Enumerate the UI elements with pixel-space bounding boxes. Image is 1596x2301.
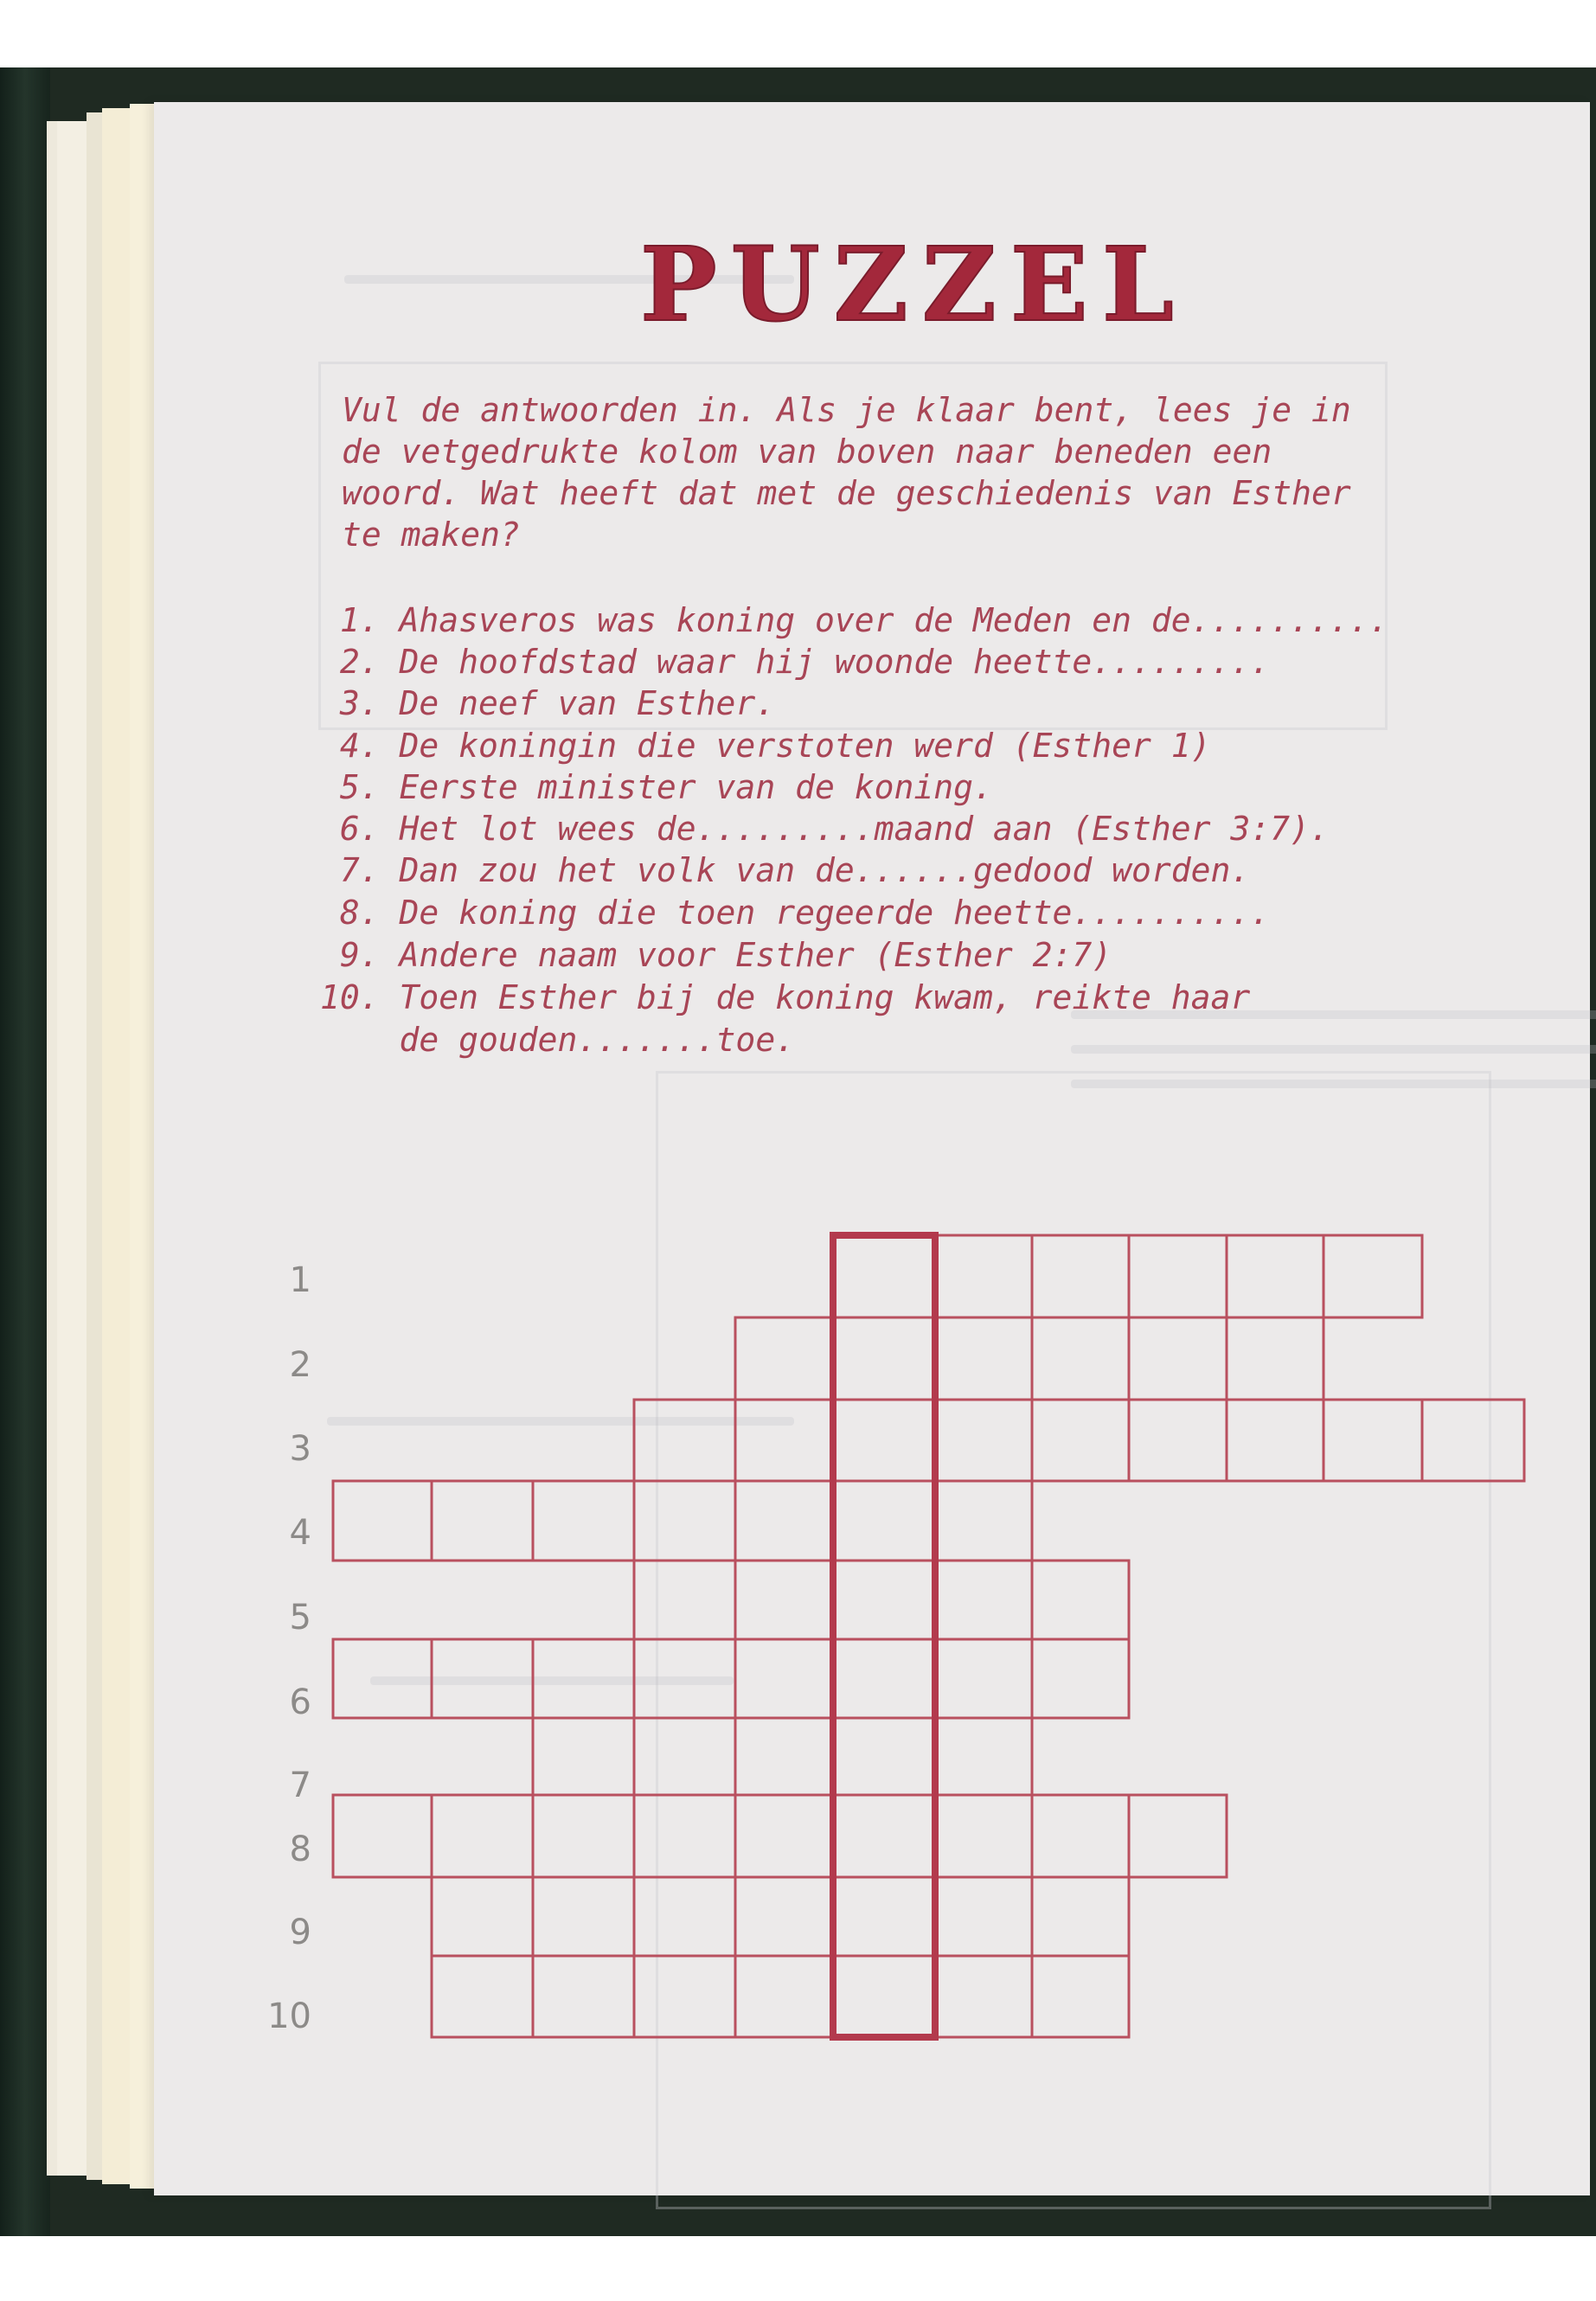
clue-8: 8. De koning die toen regeerde heette..........	[320, 894, 1271, 932]
row-label-4: 4	[289, 1513, 311, 1553]
crossword-cell	[533, 1956, 634, 2037]
scan-margin-bottom	[0, 2236, 1596, 2301]
crossword-cell	[833, 1956, 935, 2037]
crossword-cell	[935, 1718, 1032, 1795]
crossword-cell	[935, 1400, 1032, 1481]
crossword-cell	[833, 1561, 935, 1639]
crossword-cell	[833, 1877, 935, 1956]
crossword-cell	[1032, 1639, 1129, 1718]
crossword-cell	[1227, 1235, 1324, 1317]
crossword-cell	[1324, 1400, 1422, 1481]
crossword-cell	[1032, 1235, 1129, 1317]
crossword-cell	[1032, 1400, 1129, 1481]
row-label-9: 9	[289, 1913, 311, 1952]
crossword-cell	[833, 1317, 935, 1400]
clue-3: 3. De neef van Esther.	[320, 684, 776, 722]
clue-10-continued: de gouden.......toe.	[320, 1021, 796, 1059]
crossword-cell	[533, 1795, 634, 1877]
crossword-cell	[1032, 1956, 1129, 2037]
crossword-cell	[833, 1481, 935, 1561]
crossword-cell	[833, 1235, 935, 1317]
crossword-cell	[634, 1956, 735, 2037]
crossword-cell	[735, 1561, 833, 1639]
crossword-cell	[533, 1718, 634, 1795]
crossword-cell	[1032, 1561, 1129, 1639]
crossword-cell	[935, 1561, 1032, 1639]
clue-9: 9. Andere naam voor Esther (Esther 2:7)	[320, 936, 1112, 974]
clue-5: 5. Eerste minister van de koning.	[320, 768, 993, 806]
crossword-cell	[833, 1795, 935, 1877]
row-label-6: 6	[289, 1682, 311, 1722]
crossword-cell	[735, 1400, 833, 1481]
crossword-cell	[432, 1639, 533, 1718]
crossword-cell	[1422, 1400, 1524, 1481]
crossword-cell	[1129, 1235, 1227, 1317]
crossword-cell	[935, 1639, 1032, 1718]
crossword-cell	[432, 1956, 533, 2037]
crossword-cell	[533, 1481, 634, 1561]
crossword-cell	[1129, 1400, 1227, 1481]
instruction-line: Vul de antwoorden in. Als je klaar bent, lees je in	[342, 391, 1351, 429]
clue-10: 10. Toen Esther bij de koning kwam, reikte haar	[320, 978, 1251, 1016]
row-label-10: 10	[267, 1997, 311, 2036]
crossword-cell	[935, 1795, 1032, 1877]
clue-4: 4. De koningin die verstoten werd (Esther 1)	[320, 727, 1211, 765]
crossword-cell	[935, 1877, 1032, 1956]
crossword-cell	[735, 1718, 833, 1795]
page-title: PUZZEL	[640, 224, 1188, 344]
crossword-cell	[833, 1639, 935, 1718]
row-label-7: 7	[289, 1766, 311, 1805]
crossword-cell	[333, 1795, 432, 1877]
crossword-cell	[634, 1400, 735, 1481]
crossword-cell	[1032, 1877, 1129, 1956]
crossword-cell	[333, 1639, 432, 1718]
clue-2: 2. De hoofdstad waar hij woonde heette.........	[320, 643, 1271, 681]
crossword-cell	[935, 1317, 1032, 1400]
crossword-cell	[1129, 1317, 1227, 1400]
crossword-cell	[935, 1481, 1032, 1561]
crossword-cell	[1227, 1400, 1324, 1481]
crossword-cell	[634, 1795, 735, 1877]
crossword-cell	[735, 1481, 833, 1561]
row-label-5: 5	[289, 1598, 311, 1638]
clue-6: 6. Het lot wees de.........maand aan (Esther 3:7).	[320, 810, 1330, 848]
row-label-8: 8	[289, 1830, 311, 1869]
instruction-line: te maken?	[342, 516, 520, 554]
crossword-cell	[1032, 1795, 1129, 1877]
crossword-cell	[735, 1317, 833, 1400]
row-label-2: 2	[289, 1345, 311, 1385]
crossword-cell	[333, 1481, 432, 1561]
clue-1: 1. Ahasveros was koning over de Meden en de..........	[320, 601, 1389, 639]
solution-column	[833, 1235, 935, 2037]
crossword-cell	[935, 1956, 1032, 2037]
crossword-cell	[634, 1718, 735, 1795]
row-label-1: 1	[289, 1260, 311, 1300]
crossword-cell	[432, 1795, 533, 1877]
crossword-cell	[634, 1481, 735, 1561]
row-label-3: 3	[289, 1429, 311, 1469]
crossword-cell	[634, 1561, 735, 1639]
crossword-cell	[533, 1877, 634, 1956]
crossword-cell	[735, 1795, 833, 1877]
crossword-cell	[833, 1718, 935, 1795]
crossword-cell	[634, 1877, 735, 1956]
clue-7: 7. Dan zou het volk van de......gedood worden.	[320, 851, 1251, 889]
crossword-cell	[1032, 1317, 1129, 1400]
crossword-cell	[432, 1877, 533, 1956]
crossword-cell	[935, 1235, 1032, 1317]
crossword-cell	[1324, 1235, 1422, 1317]
crossword-cell	[432, 1481, 533, 1561]
crossword-cell	[735, 1877, 833, 1956]
instruction-line: de vetgedrukte kolom van boven naar beneden een	[342, 433, 1272, 471]
crossword-cell	[1227, 1317, 1324, 1400]
instruction-line: woord. Wat heeft dat met de geschiedenis van Esther	[342, 474, 1351, 512]
crossword-cell	[1129, 1795, 1227, 1877]
crossword-cell	[533, 1639, 634, 1718]
crossword-cell	[735, 1956, 833, 2037]
crossword-cell	[634, 1639, 735, 1718]
crossword-cell	[735, 1639, 833, 1718]
crossword-cell	[833, 1400, 935, 1481]
